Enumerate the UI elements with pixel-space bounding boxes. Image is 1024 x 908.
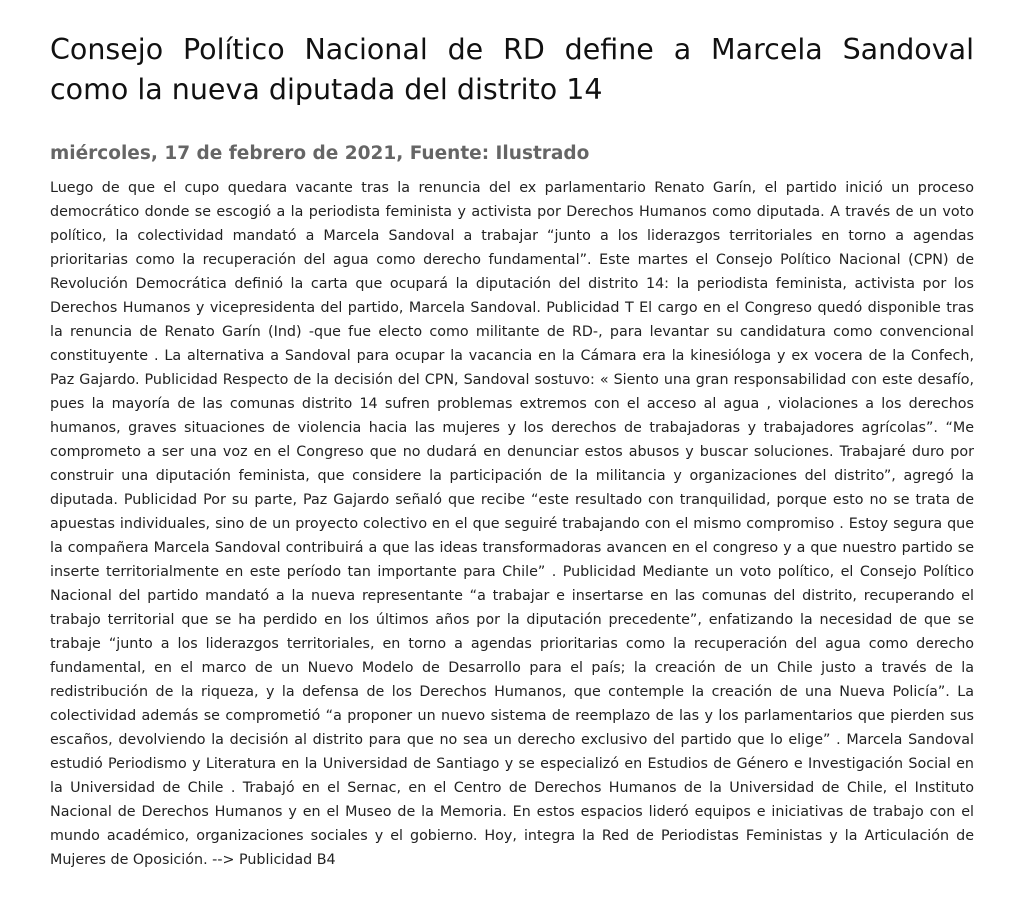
article-body: Luego de que el cupo quedara vacante tras la renuncia del ex parlamentario Renato Garín, el partido inició un proceso democrático donde se escogió a la periodista feminista y activista por Derechos Humanos como diputada. A través de un voto político, la colectividad mandató a Marcela Sandoval a trabajar “junto a los liderazgos territoriales en torno a agendas prioritarias como la recuperación del agua como derecho fundamental”. Este martes el Consejo Político Nacional (CPN) de Revolución Democrática definió la carta que ocupará la diputación del distrito 14: la periodista feminista, activista por los Derechos Humanos y vicepresidenta del partido, Marcela Sandoval. Publicidad T El cargo en el Congreso quedó disponible tras la renuncia de Renato Garín (Ind) -que fue electo como militante de RD-, para levantar su candidatura como convencional constituyente . La alternativa a Sandoval para ocupar la vacancia en la Cámara era la kinesióloga y ex vocera de la Confech, Paz Gajardo. Publicidad Respecto de la decisión del CPN, Sandoval sostuvo: « Siento una gran responsabilidad con este desafío, pues la mayoría de las comunas distrito 14 sufren problemas extremos con el acceso al agua , violaciones a los derechos humanos, graves situaciones de violencia hacia las mujeres y los derechos de trabajadoras y trabajadores agrícolas”. “Me comprometo a ser una voz en el Congreso que no dudará en denunciar estos abusos y buscar soluciones. Trabajaré duro por construir una diputación feminista, que considere la participación de la militancia y organizaciones del distrito”, agregó la diputada. Publicidad Por su parte, Paz Gajardo señaló que recibe “este resultado con tranquilidad, porque esto no se trata de apuestas individuales, sino de un proyecto colectivo en el que seguiré trabajando con el mismo compromiso . Estoy segura que la compañera Marcela Sandoval contribuirá a que las ideas transformadoras avancen en el congreso y a que nuestro partido se inserte territorialmente en este período tan importante para Chile” . Publicidad Mediante un voto político, el Consejo Político Nacional del partido mandató a la nueva representante “a trabajar e insertarse en las comunas del distrito, recuperando el trabajo territorial que se ha perdido en los últimos años por la diputación precedente”, enfatizando la necesidad de que se trabaje “junto a los liderazgos territoriales, en torno a agendas prioritarias como la recuperación del agua como derecho fundamental, en el marco de un Nuevo Modelo de Desarrollo para el país; la creación de un Chile justo a través de la redistribución de la riqueza, y la defensa de los Derechos Humanos, que contemple la creación de una Nueva Policía”. La colectividad además se comprometió “a proponer un nuevo sistema de reemplazo de las y los parlamentarios que pierden sus escaños, devolviendo la decisión al distrito para que no sea un derecho exclusivo del partido que lo elige” . Marcela Sandoval estudió Periodismo y Literatura en la Universidad de Santiago y se especializó en Estudios de Género e Investigación Social en la Universidad de Chile . Trabajó en el Sernac, en el Centro de Derechos Humanos de la Universidad de Chile, el Instituto Nacional de Derechos Humanos y en el Museo de la Memoria. En estos espacios lideró equipos e iniciativas de trabajo con el mundo académico, organizaciones sociales y el gobierno. Hoy, integra la Red de Periodistas Feministas y la Articulación de Mujeres de Oposición. --> Publicidad B4 — [50, 180, 974, 868]
article-headline: Consejo Político Nacional de RD define a Marcela Sandoval como la nueva diputada del distrito 14 — [50, 33, 974, 106]
article-meta: miércoles, 17 de febrero de 2021, Fuente: Ilustrado — [50, 143, 590, 164]
article — [50, 0, 974, 872]
